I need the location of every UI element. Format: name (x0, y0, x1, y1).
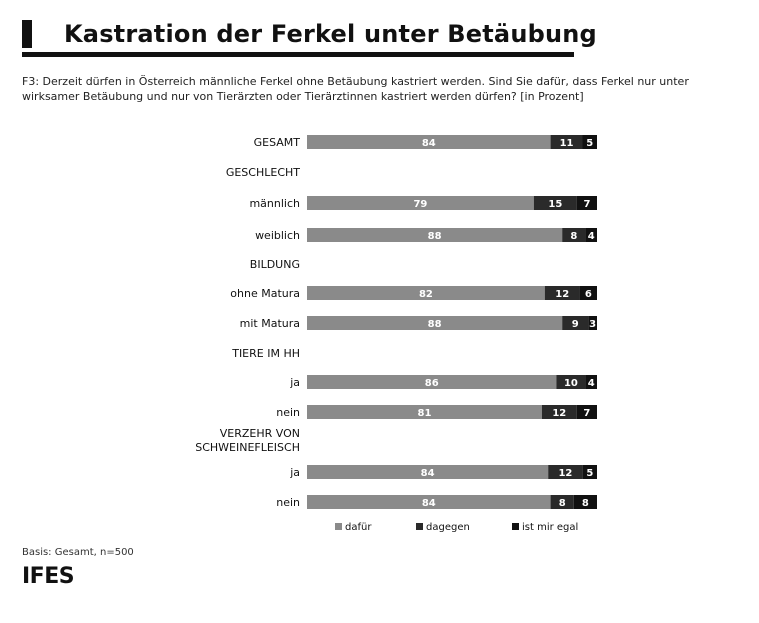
data-label: 5 (586, 138, 594, 149)
data-label: 12 (555, 289, 570, 300)
row-label: nein (276, 406, 300, 419)
row-label: nein (276, 496, 300, 509)
legend-swatch (416, 523, 423, 530)
row-label: ohne Matura (230, 287, 300, 300)
data-label: 4 (587, 231, 595, 242)
data-label: 9 (571, 319, 579, 330)
ifes-logo: IFES (22, 564, 75, 589)
row-label: GESAMT (253, 136, 300, 149)
data-label: 79 (413, 199, 428, 210)
data-label: 12 (558, 468, 573, 479)
basis-note: Basis: Gesamt, n=500 (22, 547, 134, 558)
page-title: Kastration der Ferkel unter Betäubung (64, 20, 597, 48)
legend-swatch (335, 523, 342, 530)
data-label: 15 (548, 199, 563, 210)
row-label: weiblich (255, 229, 300, 242)
data-label: 10 (563, 378, 578, 389)
data-label: 11 (559, 138, 574, 149)
row-label: ja (290, 376, 300, 389)
legend-swatch (512, 523, 519, 530)
data-label: 84 (421, 138, 436, 149)
data-label: 8 (558, 498, 566, 509)
legend-label: dafür (345, 522, 372, 533)
row-label: ja (290, 466, 300, 479)
data-label: 12 (552, 408, 567, 419)
data-label: 86 (424, 378, 439, 389)
data-label: 6 (584, 289, 592, 300)
data-label: 88 (427, 231, 442, 242)
legend-label: dagegen (426, 522, 470, 533)
group-header-label: VERZEHR VON (219, 427, 300, 440)
data-label: 81 (417, 408, 432, 419)
data-label: 7 (583, 408, 591, 419)
data-label: 4 (587, 378, 595, 389)
data-label: 7 (583, 199, 591, 210)
data-label: 88 (427, 319, 442, 330)
data-label: 8 (581, 498, 589, 509)
data-label: 84 (421, 498, 436, 509)
data-label: 8 (570, 231, 578, 242)
group-header-label: SCHWEINEFLEISCH (195, 441, 300, 454)
data-label: 3 (589, 319, 597, 330)
data-label: 82 (418, 289, 433, 300)
row-label: männlich (249, 197, 300, 210)
row-label: mit Matura (239, 317, 300, 330)
question-text: F3: Derzeit dürfen in Österreich männliche Ferkel ohne Betäubung kastriert werden. Sind Sie dafür, dass Ferkel nur unter wirksamer Betäubung und nur von Tierärzten oder Tierärztinnen kastriert werden dürfen? [in Prozent] (22, 75, 689, 103)
group-header-label: GESCHLECHT (225, 166, 300, 179)
group-header-label: TIERE IM HH (232, 347, 300, 360)
data-label: 5 (586, 468, 594, 479)
data-label: 84 (420, 468, 435, 479)
legend-label: ist mir egal (522, 522, 579, 533)
group-header-label: BILDUNG (249, 258, 300, 271)
